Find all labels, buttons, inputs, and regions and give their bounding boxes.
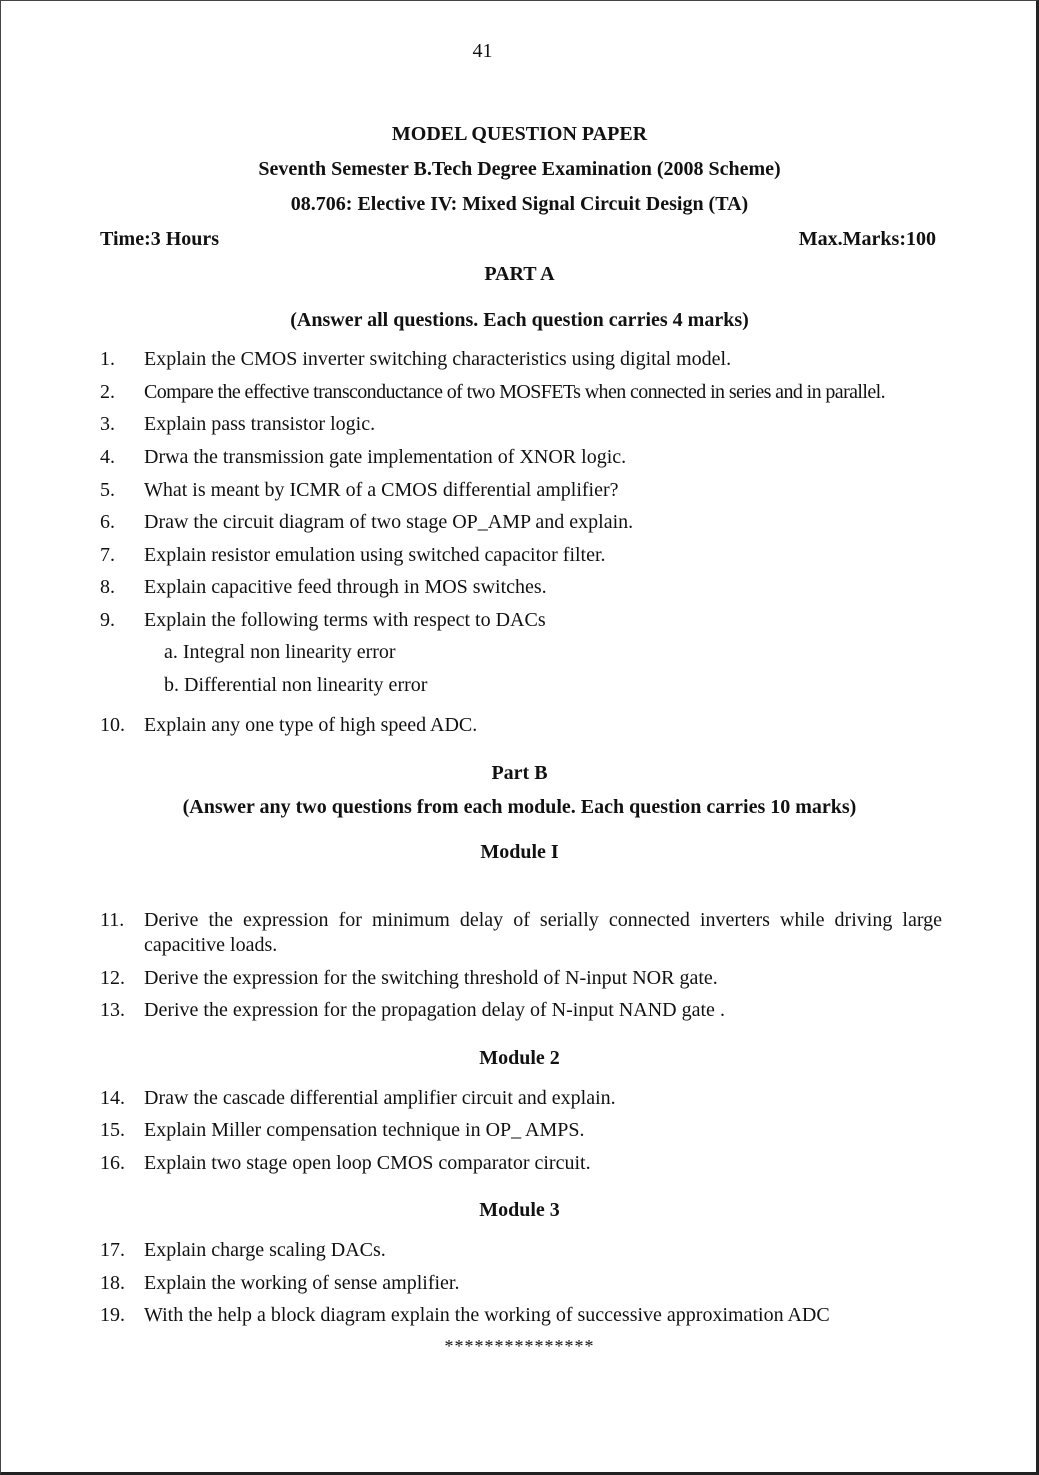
module-heading: Module 3	[479, 1199, 560, 1221]
question-number: 2.	[100, 381, 115, 403]
part-a-instruction: (Answer all questions. Each question carries 4 marks)	[290, 309, 749, 331]
module-heading: Module 2	[479, 1047, 560, 1069]
question-number: 8.	[100, 576, 115, 598]
paper-title: MODEL QUESTION PAPER	[391, 123, 648, 145]
question-number: 10.	[100, 714, 125, 736]
question-sub-item: a. Integral non linearity error	[164, 641, 396, 663]
end-of-paper-marker: ***************	[444, 1336, 595, 1356]
question-number: 7.	[100, 544, 115, 566]
question-text: With the help a block diagram explain the working of successive approximation ADC	[144, 1304, 830, 1326]
question-text: Explain Miller compensation technique in OP_ AMPS.	[144, 1119, 585, 1141]
question-number: 9.	[100, 609, 115, 631]
exam-duration: Time:3 Hours	[100, 228, 220, 250]
question-sub-item: b. Differential non linearity error	[164, 674, 428, 696]
page-number: 41	[472, 40, 493, 62]
question-number: 19.	[100, 1304, 125, 1326]
question-number: 1.	[100, 348, 115, 370]
question-number: 16.	[100, 1152, 125, 1174]
question-number: 5.	[100, 479, 115, 501]
part-b-heading: Part B	[491, 762, 548, 784]
question-number: 14.	[100, 1087, 125, 1109]
question-text: Derive the expression for the switching threshold of N-input NOR gate.	[144, 967, 718, 989]
question-text: Draw the cascade differential amplifier circuit and explain.	[144, 1087, 616, 1109]
question-number: 13.	[100, 999, 125, 1021]
question-text: Explain two stage open loop CMOS comparator circuit.	[144, 1152, 591, 1174]
question-text: Explain the CMOS inverter switching characteristics using digital model.	[144, 348, 732, 370]
question-number: 18.	[100, 1272, 125, 1294]
question-text: Explain capacitive feed through in MOS switches.	[144, 576, 547, 598]
question-text: Explain pass transistor logic.	[144, 413, 376, 435]
max-marks: Max.Marks:100	[798, 228, 936, 250]
course-title: 08.706: Elective IV: Mixed Signal Circuit Design (TA)	[290, 193, 749, 215]
question-text: Compare the effective transconductance of two MOSFETs when connected in series and in parallel.	[144, 381, 885, 403]
question-text: Derive the expression for minimum delay of serially connected inverters while driving large capacitive loads.	[144, 909, 942, 956]
question-number: 15.	[100, 1119, 125, 1141]
part-a-heading: PART A	[484, 263, 555, 285]
question-number: 4.	[100, 446, 115, 468]
question-number: 17.	[100, 1239, 125, 1261]
question-text: What is meant by ICMR of a CMOS differential amplifier?	[144, 479, 619, 501]
question-text: Explain charge scaling DACs.	[144, 1239, 386, 1261]
question-text: Drwa the transmission gate implementation of XNOR logic.	[144, 446, 627, 468]
question-text: Explain any one type of high speed ADC.	[144, 714, 478, 736]
part-b-instruction: (Answer any two questions from each module. Each question carries 10 marks)	[182, 796, 857, 818]
exam-name: Seventh Semester B.Tech Degree Examination (2008 Scheme)	[258, 158, 781, 180]
question-text: Derive the expression for the propagation delay of N-input NAND gate .	[144, 999, 725, 1021]
question-text: Explain resistor emulation using switched capacitor filter.	[144, 544, 606, 566]
question-text: Explain the following terms with respect to DACs	[144, 609, 546, 631]
question-number: 12.	[100, 967, 125, 989]
question-number: 6.	[100, 511, 115, 533]
question-number: 11.	[100, 909, 125, 931]
question-number: 3.	[100, 413, 115, 435]
question-text: Explain the working of sense amplifier.	[144, 1272, 460, 1294]
question-text: Draw the circuit diagram of two stage OP_AMP and explain.	[144, 511, 634, 533]
module-heading: Module I	[480, 841, 559, 863]
